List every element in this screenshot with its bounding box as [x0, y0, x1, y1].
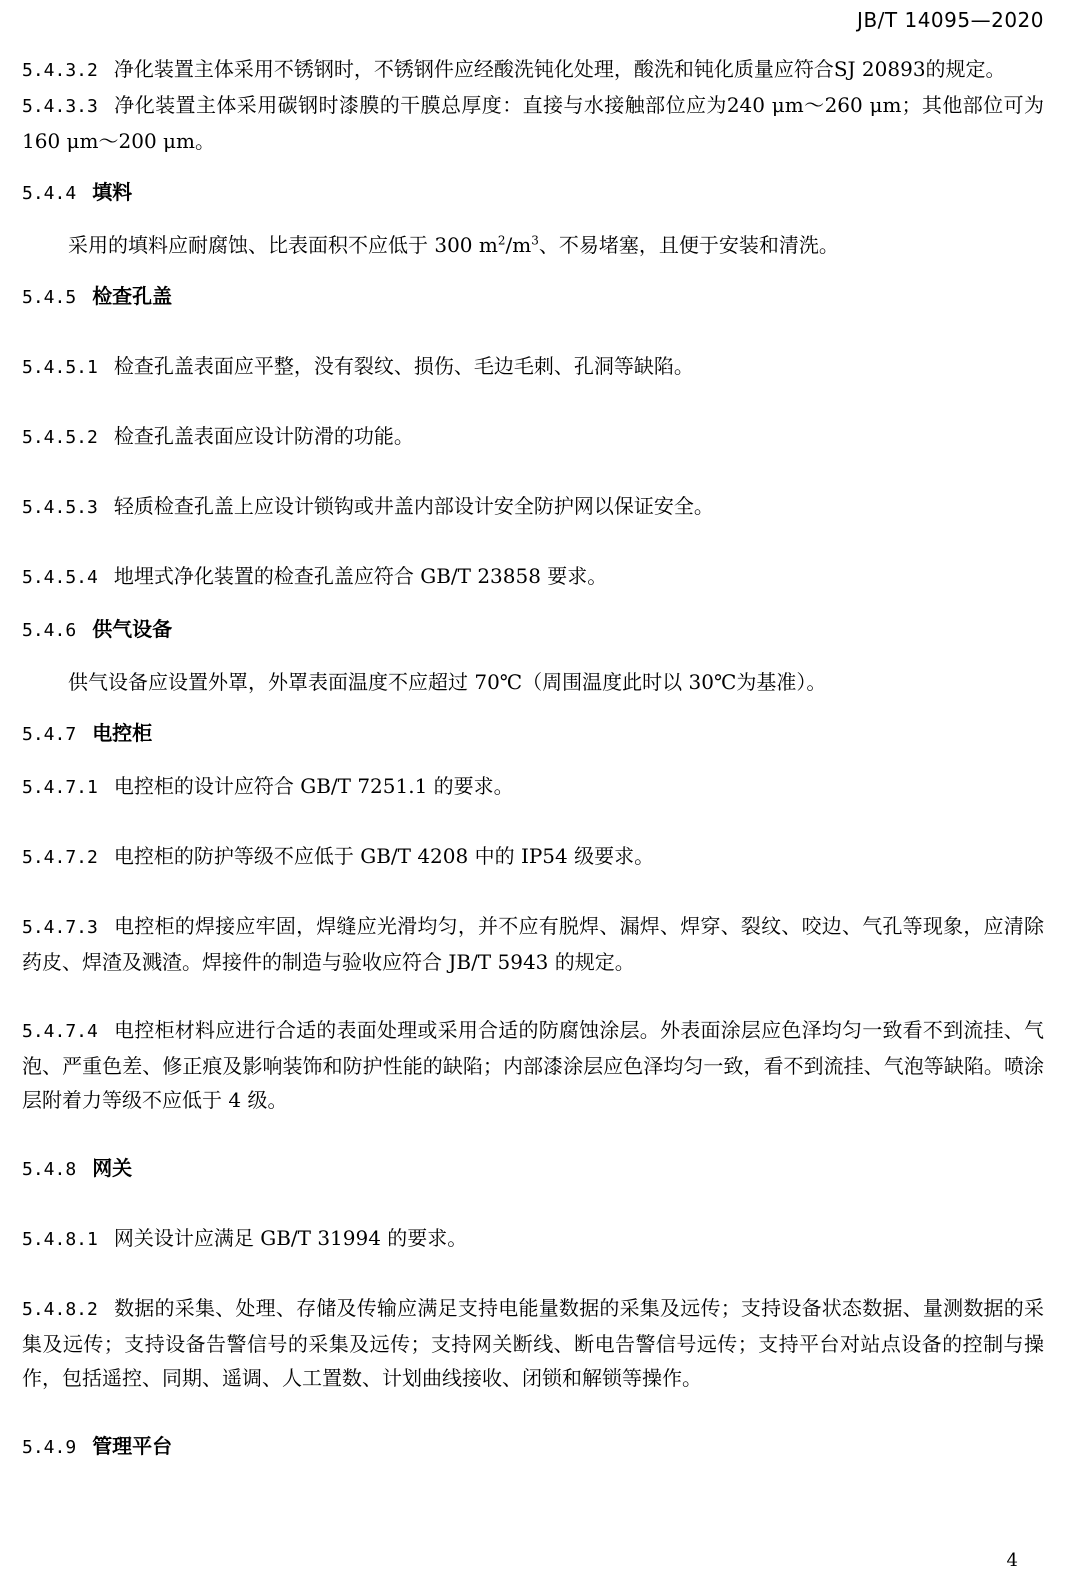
- clause-number: 5.4.5.4: [22, 567, 98, 588]
- heading-number: 5.4.6: [22, 620, 77, 641]
- paragraph-text: 采用的填料应耐腐蚀、比表面积不应低于 300 m: [68, 233, 498, 257]
- clause-text: 检查孔盖表面应平整，没有裂纹、损伤、毛边毛刺、孔洞等缺陷。: [113, 354, 694, 378]
- clause-number: 5.4.3.2: [22, 60, 98, 81]
- clause-5-4-7-3: [22, 909, 1044, 979]
- clause-text: 电控柜材料应进行合适的表面处理或采用合适的防腐蚀涂层。外表面涂层应色泽均匀一致看不到流挂、气泡、严重色差、修正痕及影响装饰和防护性能的缺陷；内部漆涂层应色泽均匀一致，看不到流挂、气泡等缺陷。喷涂层附着力等级不应低于 4 级。: [22, 1018, 1044, 1112]
- heading-number: 5.4.5: [22, 287, 77, 308]
- clause-number: 5.4.5.2: [22, 427, 98, 448]
- heading-5-4-7: [22, 716, 1044, 752]
- document-body: [22, 52, 1044, 1465]
- heading-5-4-5: [22, 279, 1044, 315]
- clause-text: 电控柜的焊接应牢固，焊缝应光滑均匀，并不应有脱焊、漏焊、焊穿、裂纹、咬边、气孔等现象，应清除药皮、焊渣及溅渣。焊接件的制造与验收应符合 JB/T 5943 的规定。: [22, 914, 1044, 974]
- heading-5-4-6: [22, 612, 1044, 648]
- paragraph-5-4-4: [22, 228, 1044, 262]
- clause-5-4-3-3: [22, 88, 1044, 158]
- document-id-header: JB/T 14095—2020: [857, 8, 1044, 32]
- clause-text: 净化装置主体采用碳钢时漆膜的干膜总厚度：直接与水接触部位应为240 μm～260 μm；其他部位可为160 μm～200 μm。: [22, 93, 1044, 153]
- clause-number: 5.4.5.3: [22, 497, 98, 518]
- clause-5-4-5-4: [22, 559, 1044, 595]
- clause-number: 5.4.8.1: [22, 1229, 98, 1250]
- heading-title: 网关: [92, 1156, 133, 1180]
- clause-text: 电控柜的设计应符合 GB/T 7251.1 的要求。: [113, 774, 514, 798]
- clause-text: 轻质检查孔盖上应设计锁钩或井盖内部设计安全防护网以保证安全。: [113, 494, 714, 518]
- clause-5-4-7-2: [22, 839, 1044, 875]
- clause-5-4-5-3: [22, 489, 1044, 525]
- clause-number: 5.4.8.2: [22, 1299, 98, 1320]
- heading-title: 供气设备: [92, 617, 173, 641]
- clause-text: 净化装置主体采用不锈钢时，不锈钢件应经酸洗钝化处理，酸洗和钝化质量应符合SJ 20893的规定。: [113, 57, 1006, 81]
- page-number: 4: [1006, 1550, 1018, 1571]
- clause-number: 5.4.7.1: [22, 777, 98, 798]
- paragraph-text: 、不易堵塞，且便于安装和清洗。: [538, 233, 839, 257]
- heading-title: 检查孔盖: [92, 284, 173, 308]
- clause-5-4-3-2: [22, 52, 1044, 88]
- heading-number: 5.4.8: [22, 1159, 77, 1180]
- clause-number: 5.4.7.3: [22, 917, 98, 938]
- heading-5-4-4: [22, 175, 1044, 211]
- heading-title: 电控柜: [92, 721, 153, 745]
- clause-number: 5.4.3.3: [22, 96, 98, 117]
- clause-5-4-5-2: [22, 419, 1044, 455]
- superscript: 2: [497, 233, 506, 248]
- clause-number: 5.4.7.2: [22, 847, 98, 868]
- heading-title: 管理平台: [92, 1434, 173, 1458]
- superscript: 3: [531, 233, 539, 248]
- clause-5-4-7-4: [22, 1013, 1044, 1117]
- clause-number: 5.4.5.1: [22, 357, 98, 378]
- paragraph-text: /m: [505, 233, 532, 257]
- heading-number: 5.4.4: [22, 183, 77, 204]
- clause-5-4-8-1: [22, 1221, 1044, 1257]
- clause-text: 地埋式净化装置的检查孔盖应符合 GB/T 23858 要求。: [113, 564, 608, 588]
- heading-title: 填料: [92, 180, 133, 204]
- clause-5-4-5-1: [22, 349, 1044, 385]
- clause-text: 数据的采集、处理、存储及传输应满足支持电能量数据的采集及远传；支持设备状态数据、量测数据的采集及远传；支持设备告警信号的采集及远传；支持网关断线、断电告警信号远传；支持平台对站点设备的控制与操作，包括遥控、同期、遥调、人工置数、计划曲线接收、闭锁和解锁等操作。: [22, 1296, 1044, 1390]
- heading-5-4-8: [22, 1151, 1044, 1187]
- clause-5-4-7-1: [22, 769, 1044, 805]
- clause-text: 检查孔盖表面应设计防滑的功能。: [113, 424, 414, 448]
- clause-5-4-8-2: [22, 1291, 1044, 1395]
- clause-text: 电控柜的防护等级不应低于 GB/T 4208 中的 IP54 级要求。: [113, 844, 655, 868]
- heading-number: 5.4.7: [22, 724, 77, 745]
- paragraph-5-4-6: 供气设备应设置外罩，外罩表面温度不应超过 70℃（周围温度此时以 30℃为基准）。: [68, 670, 827, 694]
- heading-5-4-9: [22, 1429, 1044, 1465]
- clause-number: 5.4.7.4: [22, 1021, 98, 1042]
- heading-number: 5.4.9: [22, 1437, 77, 1458]
- clause-text: 网关设计应满足 GB/T 31994 的要求。: [113, 1226, 468, 1250]
